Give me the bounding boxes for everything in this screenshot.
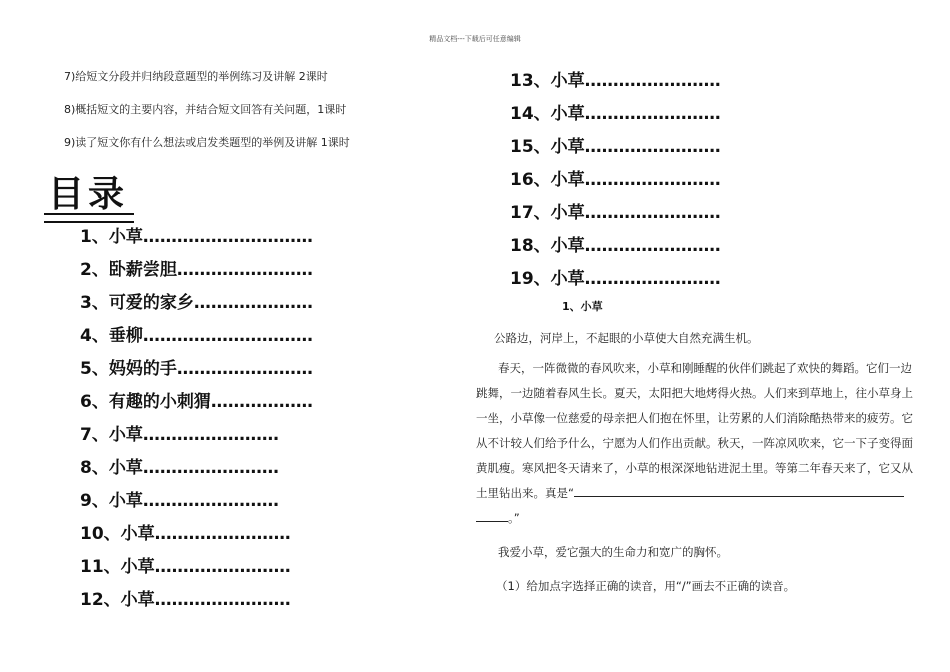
toc-item[interactable]: 17、小草…………………… — [510, 203, 721, 223]
paragraph-line: 从不计较人们给予什么，宁愿为人们作出贡献。秋天，一阵凉风吹来，它一下子变得面 — [476, 436, 913, 450]
paragraph-line: 春天，一阵微微的春风吹来，小草和刚睡醒的伙伴们跳起了欢快的舞蹈。它们一边 — [498, 361, 912, 375]
toc-item[interactable]: 19、小草…………………… — [510, 269, 721, 289]
toc-item[interactable]: 4、垂柳………………………… — [80, 326, 313, 346]
toc-item[interactable]: 9、小草…………………… — [80, 491, 279, 511]
paragraph-line: 。” — [476, 506, 520, 531]
toc-item[interactable]: 15、小草…………………… — [510, 137, 721, 157]
lesson-note: 7)给短文分段并归纳段意题型的举例练习及讲解 2课时 — [64, 70, 328, 83]
toc-item[interactable]: 2、卧薪尝胆…………………… — [80, 260, 313, 280]
toc-item[interactable]: 6、有趣的小刺猬……………… — [80, 392, 313, 412]
toc-item[interactable]: 5、妈妈的手…………………… — [80, 359, 313, 379]
toc-item[interactable]: 11、小草…………………… — [80, 557, 291, 577]
answer-blank[interactable] — [574, 496, 904, 497]
question: （1）给加点字选择正确的读音，用“/”画去不正确的读音。 — [496, 579, 796, 593]
toc-item[interactable]: 8、小草…………………… — [80, 458, 279, 478]
paragraph: 公路边，河岸上，不起眼的小草使大自然充满生机。 — [494, 331, 759, 345]
lesson-note: 9)读了短文你有什么想法或启发类题型的举例及讲解 1课时 — [64, 136, 350, 149]
paragraph-line: 土里钻出来。真是“ — [476, 481, 904, 506]
toc-item[interactable]: 12、小草…………………… — [80, 590, 291, 610]
lesson-note: 8)概括短文的主要内容，并结合短文回答有关问题，1课时 — [64, 103, 347, 116]
toc-item[interactable]: 18、小草…………………… — [510, 236, 721, 256]
paragraph: 我爱小草，爱它强大的生命力和宽广的胸怀。 — [498, 545, 728, 559]
paragraph-line: 跳舞，一边随着春风生长。夏天，太阳把大地烤得火热。人们来到草地上，往小草身上 — [476, 386, 913, 400]
answer-blank[interactable] — [476, 521, 508, 522]
paragraph-line: 一坐，小草像一位慈爱的母亲把人们抱在怀里，让劳累的人们消除酷热带来的疲劳。它 — [476, 411, 913, 425]
section-title: 1、小草 — [562, 300, 603, 313]
toc-item[interactable]: 7、小草…………………… — [80, 425, 279, 445]
toc-item[interactable]: 1、小草………………………… — [80, 227, 313, 247]
page-header: 精品文档---下载后可任意编辑 — [429, 35, 521, 43]
toc-item[interactable]: 13、小草…………………… — [510, 71, 721, 91]
paragraph-line: 黄肌瘦。寒风把冬天请来了，小草的根深深地钻进泥土里。等第二年春天来了，它又从 — [476, 461, 913, 475]
toc-title: 目录 — [48, 166, 128, 217]
toc-item[interactable]: 16、小草…………………… — [510, 170, 721, 190]
toc-item[interactable]: 14、小草…………………… — [510, 104, 721, 124]
toc-item[interactable]: 10、小草…………………… — [80, 524, 291, 544]
toc-item[interactable]: 3、可爱的家乡………………… — [80, 293, 313, 313]
